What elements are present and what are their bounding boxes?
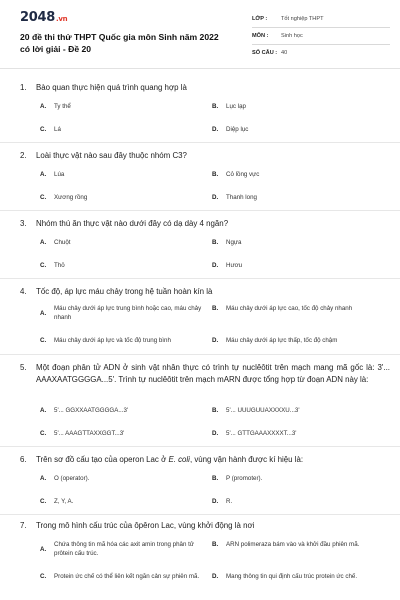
option-text: Lục lạp xyxy=(226,103,246,110)
option-text: Ngựa xyxy=(226,239,242,246)
option-text: Lúa xyxy=(54,171,65,178)
question-number: 6. xyxy=(20,455,27,464)
option-letter: B. xyxy=(212,407,219,414)
option-letter: B. xyxy=(212,541,219,548)
option-d[interactable] xyxy=(212,572,376,581)
question-7 xyxy=(20,520,390,600)
option-d[interactable] xyxy=(212,497,376,506)
meta-key: LỚP : xyxy=(252,16,268,22)
option-b[interactable] xyxy=(212,540,376,549)
option-letter: D. xyxy=(212,337,219,344)
meta-key: MÔN : xyxy=(252,33,269,39)
question-3 xyxy=(20,218,390,276)
option-letter: C. xyxy=(40,337,47,344)
question-1 xyxy=(20,82,390,140)
option-text: Hươu xyxy=(226,262,243,269)
meta-key: SỐ CÂU : xyxy=(252,50,278,56)
option-text: R. xyxy=(226,498,233,505)
option-letter: B. xyxy=(212,305,219,312)
option-letter: D. xyxy=(212,126,219,133)
option-b[interactable] xyxy=(212,474,376,483)
option-letter: B. xyxy=(212,239,219,246)
option-d[interactable] xyxy=(212,429,376,438)
option-text: Lá xyxy=(54,126,61,133)
question-divider xyxy=(0,278,400,279)
question-text: Tốc độ, áp lực máu chảy trong hệ tuần hoàn kín là xyxy=(36,287,213,296)
option-letter: B. xyxy=(212,103,219,110)
header-divider xyxy=(0,68,400,69)
option-letter: A. xyxy=(40,239,47,246)
option-letter: C. xyxy=(40,498,47,505)
option-letter: B. xyxy=(212,475,219,482)
question-number: 4. xyxy=(20,287,27,296)
option-letter: B. xyxy=(212,171,219,178)
option-a[interactable] xyxy=(40,474,204,483)
option-text: Máu chảy dưới áp lực thấp, tốc độ chậm xyxy=(226,337,338,344)
option-text: Chứa thông tin mã hóa các axit amin trong phân tử prôtein cấu trúc. xyxy=(54,541,195,557)
option-text: O (operator). xyxy=(54,475,90,482)
option-text: Máu chảy dưới áp lực trung bình hoặc cao, máu chảy nhanh xyxy=(54,305,202,321)
option-letter: D. xyxy=(212,430,219,437)
document-title: 20 đề thi thử THPT Quốc gia môn Sinh năm 2022 có lời giải - Đề 20 xyxy=(20,32,219,54)
option-letter: D. xyxy=(212,194,219,201)
option-b[interactable] xyxy=(212,238,376,247)
option-a[interactable] xyxy=(40,170,204,179)
option-a[interactable] xyxy=(40,238,204,247)
question-text: Bào quan thực hiện quá trình quang hợp là xyxy=(36,83,187,92)
option-letter: C. xyxy=(40,430,47,437)
option-letter: A. xyxy=(40,407,47,414)
option-letter: D. xyxy=(212,262,219,269)
logo-text: 2048 xyxy=(20,10,55,25)
option-text: Máu chảy dưới áp lực cao, tốc độ chảy nhanh xyxy=(226,305,353,312)
option-letter: C. xyxy=(40,262,47,269)
option-b[interactable] xyxy=(212,304,376,313)
option-letter: C. xyxy=(40,194,47,201)
question-5 xyxy=(20,362,390,442)
meta-value: Tốt nghiệp THPT xyxy=(281,16,324,22)
option-text: Máu chảy dưới áp lực và tốc độ trung bình xyxy=(54,337,171,344)
option-text: 5'... AAAGTTAXXGGT...3' xyxy=(54,430,125,437)
species-name: E. coli xyxy=(168,455,190,464)
option-text: Xương rồng xyxy=(54,194,88,201)
option-letter: A. xyxy=(40,475,47,482)
meta-row-count xyxy=(252,45,390,61)
option-letter: A. xyxy=(40,545,47,553)
option-a[interactable] xyxy=(40,540,204,558)
option-c[interactable] xyxy=(40,261,204,270)
option-c[interactable] xyxy=(40,572,204,581)
option-text: 5'... GTTGAAAXXXXT...3' xyxy=(226,430,297,437)
question-text xyxy=(36,454,390,466)
question-number: 5. xyxy=(20,363,27,372)
option-text: P (promoter). xyxy=(226,475,263,482)
option-text: 5'... UUUGUUAXXXXU...3' xyxy=(226,407,300,414)
option-text: Thỏ xyxy=(54,262,65,269)
option-letter: C. xyxy=(40,126,47,133)
option-c[interactable] xyxy=(40,497,204,506)
option-d[interactable] xyxy=(212,336,376,345)
meta-row-subject xyxy=(252,28,390,45)
option-letter: A. xyxy=(40,171,47,178)
option-c[interactable] xyxy=(40,193,204,202)
question-6 xyxy=(20,454,390,512)
site-logo[interactable] xyxy=(20,10,67,25)
option-letter: A. xyxy=(40,309,47,317)
question-2 xyxy=(20,150,390,208)
question-divider xyxy=(0,210,400,211)
question-number: 2. xyxy=(20,151,27,160)
exam-meta xyxy=(252,11,390,61)
option-letter: D. xyxy=(212,573,219,580)
option-letter: A. xyxy=(40,103,47,110)
question-text: Một đoạn phân tử ADN ở sinh vật nhân thực có trình tự nuclêôtit trên mạch mang mã gốc là: 3'... AAAXAATGGGGA...5'. Trình tự nuclêôtit trên mạch mARN được tổng hợp từ đoạn ADN này là: xyxy=(36,363,390,384)
option-text: Chuột xyxy=(54,239,71,246)
option-a[interactable] xyxy=(40,102,204,111)
option-a[interactable] xyxy=(40,304,204,322)
option-text: 5'... GGXXAATGGGGA...3' xyxy=(54,407,129,414)
option-text: Z, Y, A. xyxy=(54,498,74,505)
option-b[interactable] xyxy=(212,102,376,111)
meta-value: 40 xyxy=(281,50,288,56)
meta-row-class xyxy=(252,11,390,28)
option-text: Protein ức chế có thể liên kết ngăn cản sự phiên mã. xyxy=(54,573,200,580)
option-text: ARN polimeraza bám vào và khởi đầu phiên mã. xyxy=(226,541,360,548)
option-text: Ty thể xyxy=(54,103,71,110)
option-d[interactable] xyxy=(212,261,376,270)
option-a[interactable] xyxy=(40,406,204,415)
option-text: Cỏ lồng vực xyxy=(226,171,260,178)
option-d[interactable] xyxy=(212,125,376,134)
document-header xyxy=(0,0,400,68)
option-b[interactable] xyxy=(212,406,376,415)
question-number: 1. xyxy=(20,83,27,92)
question-divider xyxy=(0,354,400,355)
option-text: Thanh long xyxy=(226,194,257,201)
question-text-part: , vùng vận hành được kí hiệu là: xyxy=(189,455,304,464)
option-text: Mang thông tin qui định cấu trúc protein ức chế. xyxy=(226,573,358,580)
question-divider xyxy=(0,142,400,143)
option-c[interactable] xyxy=(40,336,204,345)
question-text-part: Trên sơ đồ cấu tạo của operon Lac ở xyxy=(36,455,169,464)
option-d[interactable] xyxy=(212,193,376,202)
question-4 xyxy=(20,286,390,352)
question-divider xyxy=(0,514,400,515)
option-text: Diệp lục xyxy=(226,126,249,133)
option-letter: C. xyxy=(40,573,47,580)
question-text: Loài thực vật nào sau đây thuộc nhóm C3? xyxy=(36,151,187,160)
question-text: Nhóm thú ăn thực vật nào dưới đây có dạ dày 4 ngăn? xyxy=(36,219,229,228)
question-number: 7. xyxy=(20,521,27,530)
option-letter: D. xyxy=(212,498,219,505)
logo-suffix: .vn xyxy=(55,15,68,23)
question-text: Trong mô hình cấu trúc của ôpêron Lac, vùng khởi động là nơi xyxy=(36,521,255,530)
option-c[interactable] xyxy=(40,125,204,134)
question-divider xyxy=(0,446,400,447)
meta-value: Sinh học xyxy=(281,33,303,39)
option-c[interactable] xyxy=(40,429,204,438)
option-b[interactable] xyxy=(212,170,376,179)
question-number: 3. xyxy=(20,219,27,228)
